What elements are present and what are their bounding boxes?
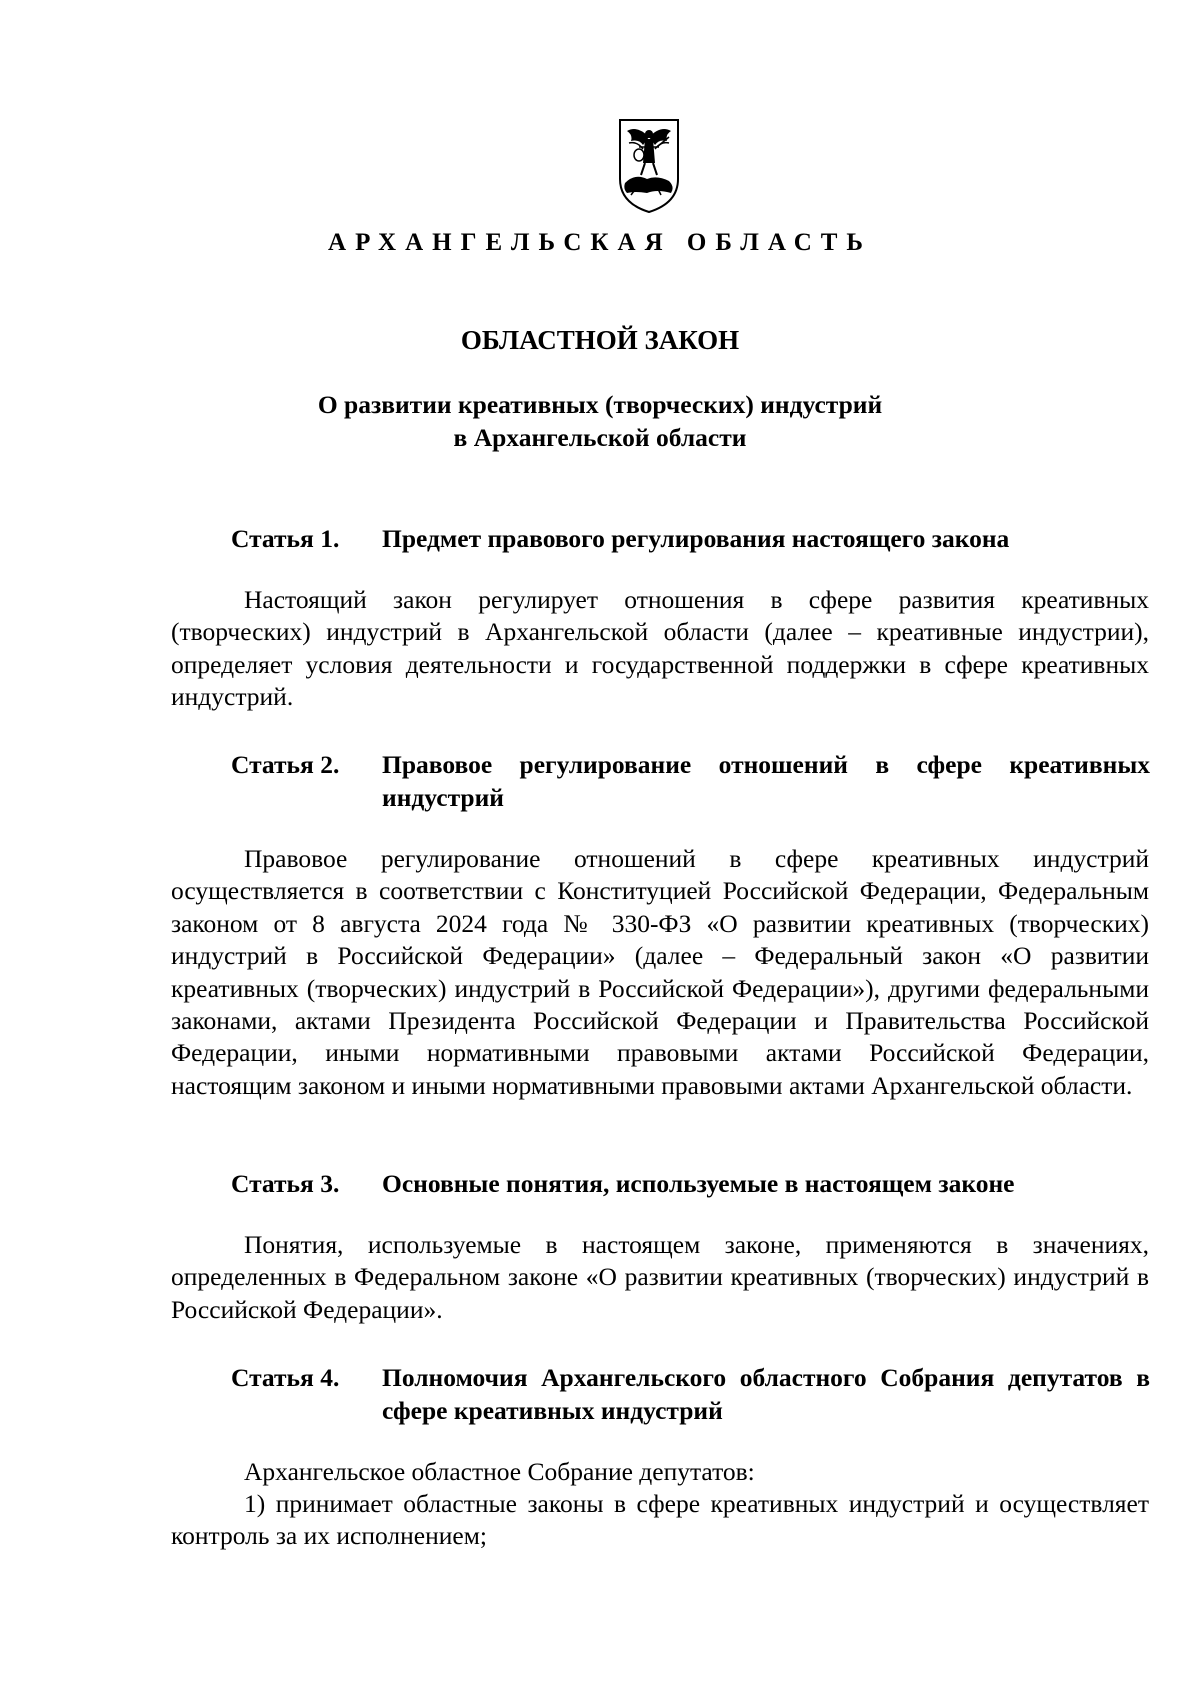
region-name: АРХАНГЕЛЬСКАЯ ОБЛАСТЬ <box>328 229 872 256</box>
article-3-paragraph-1: Понятия, используемые в настоящем законе, применяются в значениях, определенных в Федеральном законе «О развитии креативных (творческих) индустрий в Российской Федерации». <box>171 1230 1149 1324</box>
article-1-title: Предмет правового регулирования настоящего закона <box>382 524 1010 553</box>
article-2-paragraph-1: Правовое регулирование отношений в сфере креативных индустрий осуществляется в соответствии с Конституцией Российской Федерации, Федеральным законом от 8 августа 2024 года № 330-ФЗ «О развитии креативных (творческих) индустрий в Российской Федерации» (далее – Федеральный закон «О развитии креативных (творческих) индустрий в Российской Федерации»), другими федеральными законами, актами Президента Российской Федерации и Правительства Российской Федерации, иными нормативными правовыми актами Российской Федерации, настоящим законом и иными нормативными правовыми актами Архангельской области. <box>171 844 1149 1100</box>
article-3-number: Статья 3. <box>231 1169 340 1198</box>
article-1-number: Статья 1. <box>231 524 340 553</box>
coat-of-arms-icon <box>617 117 681 215</box>
article-4-number: Статья 4. <box>231 1363 340 1392</box>
article-4-paragraph-2: 1) принимает областные законы в сфере креативных индустрий и осуществляет контроль за их исполнением; <box>171 1489 1149 1550</box>
article-4-paragraph-1: Архангельское областное Собрание депутатов: <box>244 1457 755 1486</box>
law-title <box>0 388 1200 454</box>
article-3-heading <box>231 1167 1150 1200</box>
law-title-line-2: в Архангельской области <box>453 423 747 452</box>
article-3-title: Основные понятия, используемые в настоящем законе <box>382 1169 1015 1198</box>
article-4-heading <box>231 1361 1150 1427</box>
article-2-number: Статья 2. <box>231 750 340 779</box>
article-2-title: Правовое регулирование отношений в сфере креативных индустрий <box>382 750 1150 812</box>
law-title-line-1: О развитии креативных (творческих) индустрий <box>317 390 883 419</box>
document-type: ОБЛАСТНОЙ ЗАКОН <box>460 325 740 355</box>
article-2-heading <box>231 748 1150 814</box>
article-4-title: Полномочия Архангельского областного Собрания депутатов в сфере креативных индустрий <box>382 1363 1150 1425</box>
article-1-heading <box>231 522 1150 555</box>
article-1-paragraph-1: Настоящий закон регулирует отношения в сфере развития креативных (творческих) индустрий в Архангельской области (далее – креативные индустрии), определяет условия деятельности и государственной поддержки в сфере креативных индустрий. <box>171 585 1149 712</box>
